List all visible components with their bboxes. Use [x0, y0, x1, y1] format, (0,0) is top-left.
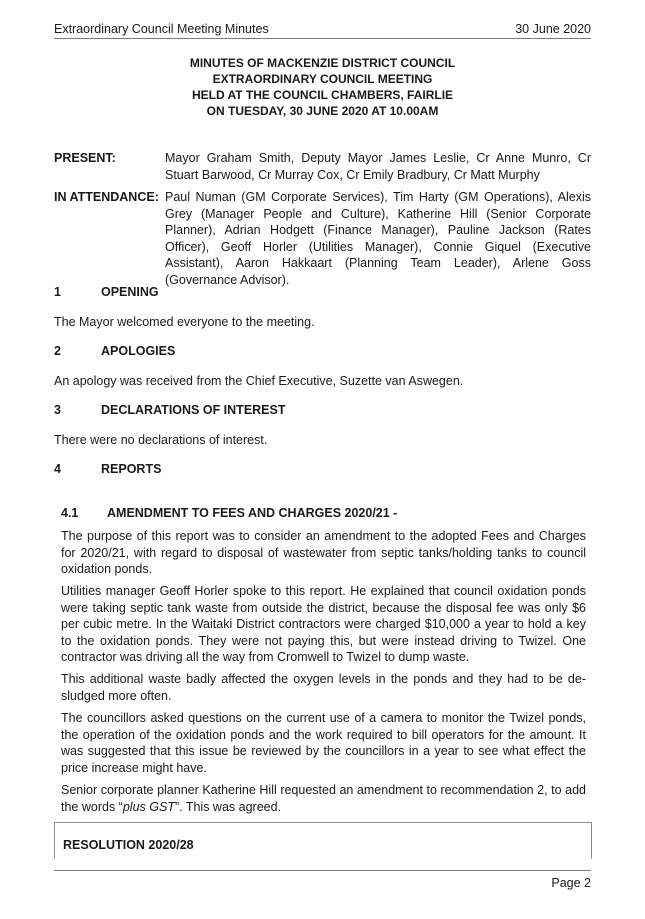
section-text-opening: The Mayor welcomed everyone to the meeting.	[54, 315, 315, 329]
section-number: 1	[54, 285, 61, 299]
section-text-apologies: An apology was received from the Chief Executive, Suzette van Aswegen.	[54, 374, 464, 388]
document-title	[54, 55, 591, 119]
amendment-italic-text: plus GST	[122, 799, 175, 814]
section-title: OPENING	[101, 285, 159, 299]
section-number: 2	[54, 344, 61, 358]
resolution-box	[54, 822, 592, 859]
title-line-2: EXTRAORDINARY COUNCIL MEETING	[212, 72, 433, 86]
subsection-title: AMENDMENT TO FEES AND CHARGES 2020/21 -	[107, 506, 398, 520]
page-header	[54, 21, 591, 37]
section-number: 4	[54, 462, 61, 476]
present-text: Mayor Graham Smith, Deputy Mayor James Leslie, Cr Anne Munro, Cr Stuart Barwood, Cr Murray Cox, Cr Emily Bradbury, Cr Matt Murphy	[165, 151, 591, 182]
attendance-text: Paul Numan (GM Corporate Services), Tim Harty (GM Operations), Alexis Grey (Manager People and Culture), Katherine Hill (Senior Corporate Planner), Adrian Hodgett (Finance Manager), Pauline Jackson (Rates Officer), Geoff Horler (Utilities Manager), Connie Giquel (Executive Assistant), Aaron Hakkaart (Planning Team Leader), Arlene Goss (Governance Advisor).	[165, 190, 591, 287]
footer-divider	[54, 870, 591, 871]
section-number: 3	[54, 403, 61, 417]
subsection-number: 4.1	[61, 506, 79, 520]
section-text-declarations: There were no declarations of interest.	[54, 433, 268, 447]
section-title: REPORTS	[101, 462, 162, 476]
page-number: Page 2	[551, 876, 591, 890]
resolution-title: RESOLUTION 2020/28	[63, 838, 194, 852]
report-paragraph-oxygen: This additional waste badly affected the oxygen levels in the ponds and they had to be de-sludged more often.	[61, 672, 586, 703]
report-paragraph-purpose: The purpose of this report was to consider an amendment to the adopted Fees and Charges for 2020/21, with regard to disposal of wastewater from septic tanks/holding tanks to council oxidation ponds.	[61, 529, 586, 576]
amendment-text-end: ”. This was agreed.	[174, 799, 282, 814]
amendment-text-start: Senior corporate planner Katherine Hill requested an amendment to recommendation 2, to add the words “	[61, 783, 586, 814]
report-paragraph-questions: The councillors asked questions on the current use of a camera to monitor the Twizel ponds, the operation of the oxidation ponds and the work required to bill operators for the amount. It was suggested that this issue be reviewed by the councillors in a year to see what effect the price increase might have.	[61, 711, 586, 775]
section-title: APOLOGIES	[101, 344, 176, 358]
title-line-4: ON TUESDAY, 30 JUNE 2020 AT 10.00AM	[206, 104, 439, 118]
title-line-1: MINUTES OF MACKENZIE DISTRICT COUNCIL	[189, 56, 456, 70]
present-label: PRESENT:	[54, 151, 116, 165]
section-title: DECLARATIONS OF INTEREST	[101, 403, 286, 417]
attendance-label: IN ATTENDANCE:	[54, 190, 159, 204]
report-paragraph-utilities: Utilities manager Geoff Horler spoke to this report. He explained that council oxidation ponds were taking septic tank waste from outside the district, because the disposal fee was only $6 per cubic metre. In the Waitaki District contractors were charged $10,000 a year to hold a key to the oxidation ponds. They were not paying this, but were instead driving to Twizel. One contractor was driving all the way from Cromwell to Twizel to dump waste.	[61, 584, 586, 664]
title-line-3: HELD AT THE COUNCIL CHAMBERS, FAIRLIE	[191, 88, 454, 102]
header-date: 30 June 2020	[515, 22, 591, 36]
report-paragraph-amendment	[61, 782, 586, 815]
header-divider	[54, 38, 591, 39]
header-title: Extraordinary Council Meeting Minutes	[54, 22, 269, 36]
